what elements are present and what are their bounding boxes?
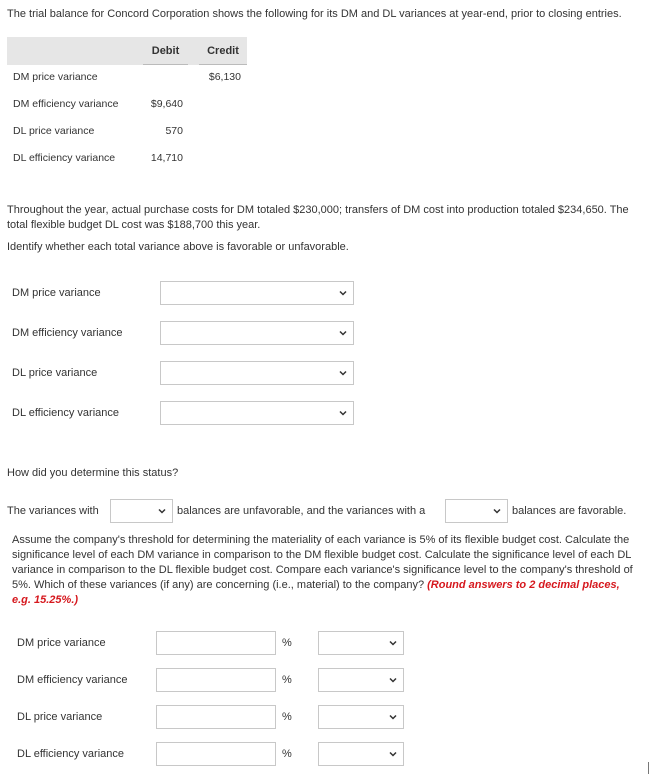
row-label: DM price variance [13,71,98,83]
sentence-part-3: balances are favorable. [512,505,627,517]
round-note: (Round answers to 2 decimal places, e.g. 15.25%.) [12,579,620,606]
credit-value: $6,130 [208,71,241,83]
debit-value: $9,640 [150,98,183,110]
status-label-dm-price: DM price variance [12,287,101,299]
how-question: How did you determine this status? [7,467,179,479]
trial-balance-row [13,149,247,169]
chevron-down-icon [389,750,397,758]
chevron-down-icon [158,507,166,515]
debit-value: 14,710 [150,152,183,164]
materiality-select-dm-price[interactable] [318,631,404,655]
status-select-dl-efficiency[interactable] [160,401,354,425]
credit-underline [199,64,247,65]
credit-column-header: Credit [207,45,239,57]
materiality-select-dl-price[interactable] [318,705,404,729]
status-select-dl-price[interactable] [160,361,354,385]
identify-prompt: Identify whether each total variance above is favorable or unfavorable. [7,241,349,253]
assume-text: Assume the company's threshold for determining the materiality of each variance is 5% of its flexible budget cost. Calculate the significance level of each DM variance in comparison to the DM flexible budget cost. Calculate the significance level of each DL variance in comparison to the DL flexible budget cost. Compare each variance's significance level to the company's threshold of 5%. Which of these variances (if any) are concerning (i.e., material) to the company? [12,534,633,591]
status-select-dm-efficiency[interactable] [160,321,354,345]
sentence-part-1: The variances with [7,505,99,517]
percent-unit: % [282,637,292,649]
percent-unit: % [282,674,292,686]
materiality-select-dm-efficiency[interactable] [318,668,404,692]
trial-balance-row [13,122,247,142]
chevron-down-icon [389,639,397,647]
debit-column-header: Debit [151,45,180,57]
status-select-dm-price[interactable] [160,281,354,305]
significance-input-dm-price[interactable] [156,631,276,655]
significance-label-dm-price: DM price variance [17,637,106,649]
chevron-down-icon [339,289,347,297]
trial-balance-row [13,95,247,115]
materiality-select-dl-efficiency[interactable] [318,742,404,766]
significance-label-dl-efficiency: DL efficiency variance [17,748,124,760]
status-label-dm-efficiency: DM efficiency variance [12,327,123,339]
chevron-down-icon [339,329,347,337]
percent-unit: % [282,748,292,760]
balance-type-select-2[interactable] [445,499,508,523]
status-label-dl-efficiency: DL efficiency variance [12,407,119,419]
sentence-part-2: balances are unfavorable, and the variances with a [177,505,426,517]
row-label: DL price variance [13,125,95,137]
significance-input-dm-efficiency[interactable] [156,668,276,692]
percent-unit: % [282,711,292,723]
row-label: DL efficiency variance [13,152,116,164]
chevron-down-icon [389,676,397,684]
chevron-down-icon [389,713,397,721]
significance-label-dl-price: DL price variance [17,711,103,723]
trial-balance-row [13,68,247,88]
cost-paragraph: Throughout the year, actual purchase costs for DM totaled $230,000; transfers of DM cost into production totaled $234,650. The total flexible budget DL cost was $188,700 this year. [7,204,629,231]
status-label-dl-price: DL price variance [12,367,98,379]
debit-underline [143,64,188,65]
debit-value: 570 [165,125,183,137]
significance-input-dl-price[interactable] [156,705,276,729]
chevron-down-icon [339,369,347,377]
scrollbar-edge [648,762,649,774]
significance-input-dl-efficiency[interactable] [156,742,276,766]
balance-type-select-1[interactable] [110,499,173,523]
row-label: DM efficiency variance [13,98,119,110]
chevron-down-icon [493,507,501,515]
assume-paragraph [12,533,637,608]
chevron-down-icon [339,409,347,417]
significance-label-dm-efficiency: DM efficiency variance [17,674,128,686]
intro-text: The trial balance for Concord Corporation shows the following for its DM and DL variances at year-end, prior to closing entries. [7,8,622,20]
